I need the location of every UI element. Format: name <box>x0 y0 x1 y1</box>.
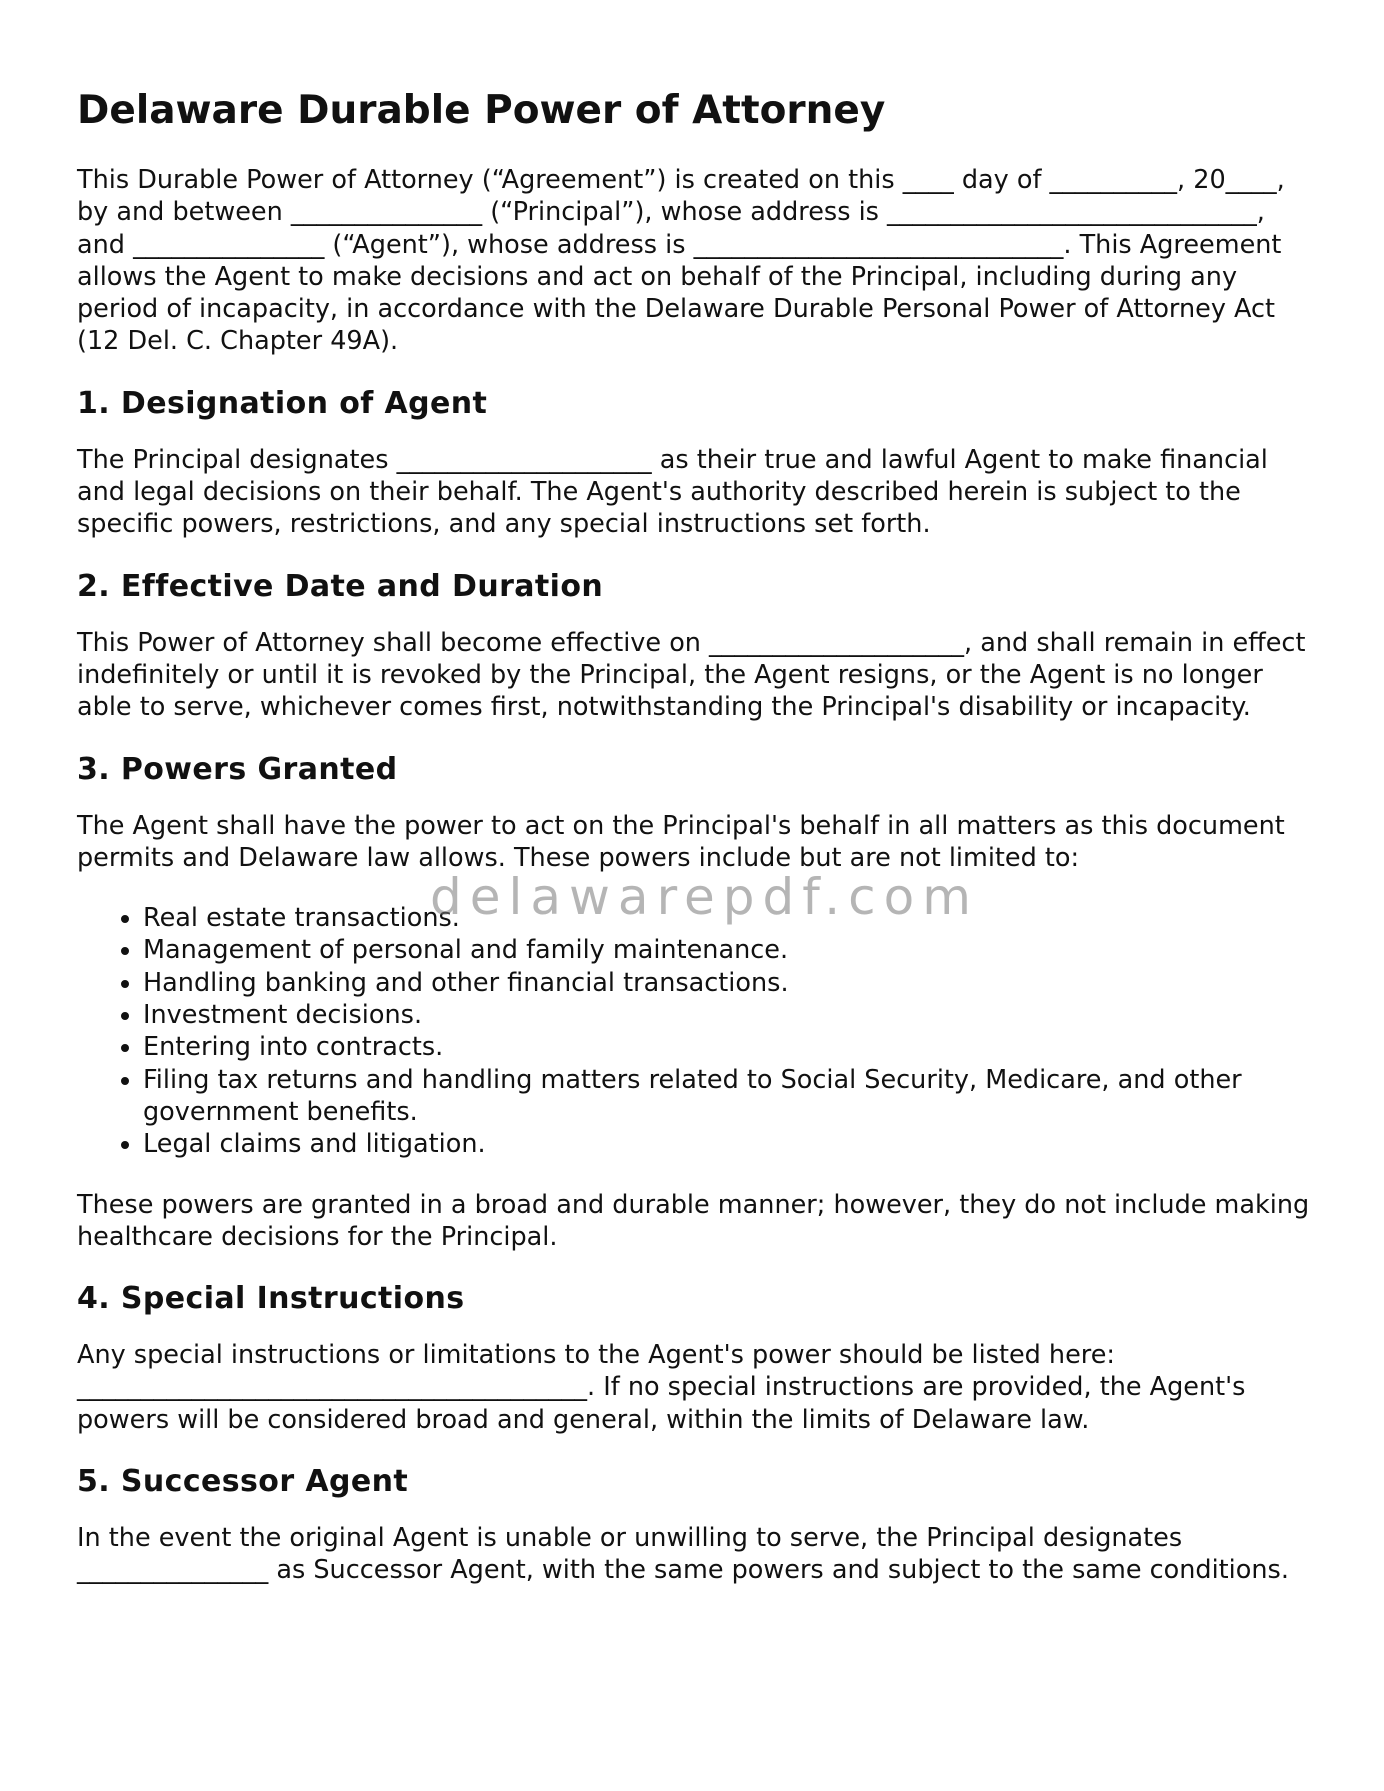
document-title: Delaware Durable Power of Attorney <box>77 88 886 133</box>
section-4-body: Any special instructions or limitations to the Agent's power should be listed here: ________________________________________. If no special instructions are provided, the Agent's powers will be considered broad and general, within the limits of Delaware law. <box>77 1340 1246 1435</box>
document-page <box>77 88 1313 1587</box>
section-5-body: In the event the original Agent is unable or unwilling to serve, the Principal designates _______________ as Successor Agent, with the same powers and subject to the same conditions. <box>77 1523 1289 1586</box>
list-item: • Entering into contracts. <box>143 1031 1313 1063</box>
watermark: delawarepdf.com <box>430 868 979 926</box>
section-2-heading: 2. Effective Date and Duration <box>77 568 604 604</box>
section-5-heading: 5. Successor Agent <box>77 1464 409 1500</box>
list-item: • Real estate transactions. <box>143 902 1313 934</box>
section-1-body: The Principal designates ____________________ as their true and lawful Agent to make financial and legal decisions on their behalf. The Agent's authority described herein is subject to the specific powers, restrictions, and any special instructions set forth. <box>77 444 1268 540</box>
section-3-body: The Agent shall have the power to act on the Principal's behalf in all matters as this document permits and Delaware law allows. These powers include but are not limited to: <box>77 810 1285 873</box>
section-4-heading: 4. Special Instructions <box>77 1281 465 1317</box>
section-1-heading: 1. Designation of Agent <box>77 385 488 421</box>
section-3-after: These powers are granted in a broad and durable manner; however, they do not include making healthcare decisions for the Principal. <box>77 1189 1310 1252</box>
section-3-heading: 3. Powers Granted <box>77 751 398 787</box>
list-item: • Investment decisions. <box>143 999 1313 1031</box>
intro-paragraph: This Durable Power of Attorney (“Agreement”) is created on this ____ day of __________, 20____, by and between _______________ (“Principal”), whose address is _____________________________, and _______________ (“Agent”), whose address is _____________________________. This Agreement allows the Agent to make decisions and act on behalf of the Principal, including during any period of incapacity, in accordance with the Delaware Durable Personal Power of Attorney Act (12 Del. C. Chapter 49A). <box>77 165 1285 357</box>
powers-list <box>77 902 1313 1160</box>
list-item: • Filing tax returns and handling matters related to Social Security, Medicare, and other government benefits. <box>143 1064 1313 1129</box>
list-item: • Handling banking and other financial transactions. <box>143 967 1313 999</box>
list-item: • Management of personal and family maintenance. <box>143 934 1313 966</box>
section-2-body: This Power of Attorney shall become effective on ____________________, and shall remain in effect indefinitely or until it is revoked by the Principal, the Agent resigns, or the Agent is no longer able to serve, whichever comes first, notwithstanding the Principal's disability or incapacity. <box>77 627 1306 723</box>
list-item: • Legal claims and litigation. <box>143 1128 1313 1160</box>
